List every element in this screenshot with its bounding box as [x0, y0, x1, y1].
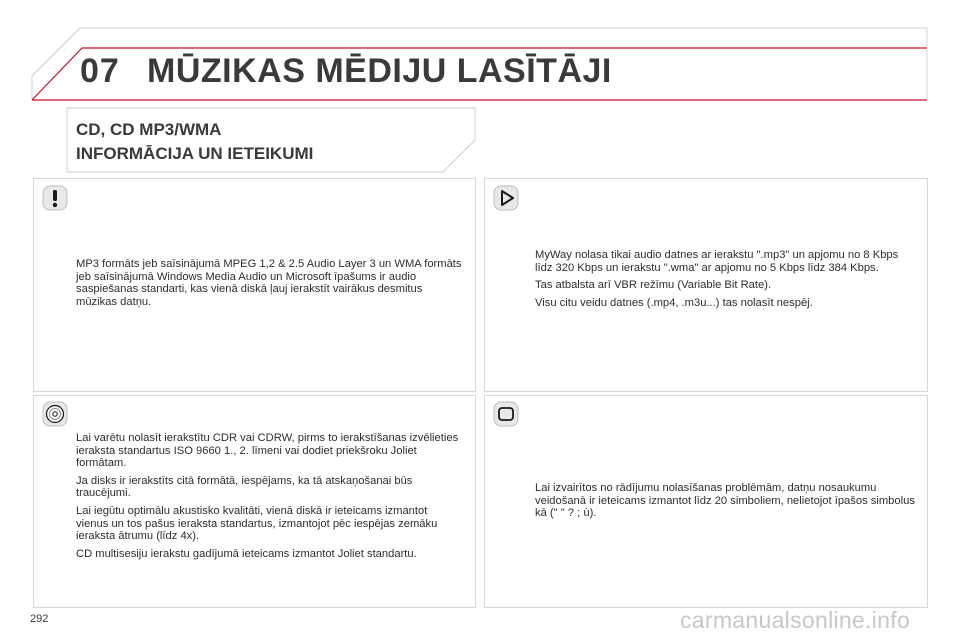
- note-icon: [493, 401, 519, 427]
- paragraph: MyWay nolasa tikai audio datnes ar ierakstu ".mp3" un apjomu no 8 Kbps līdz 320 Kbps un ierakstu ".wma" ar apjomu no 5 Kbps līdz 384 Kbps.: [535, 249, 899, 274]
- section-title: CD, CD MP3/WMA: [76, 120, 222, 139]
- paragraph: Ja disks ir ierakstīts citā formātā, iespējams, ka tā atskaņošanai būs traucējumi.: [76, 474, 413, 500]
- page-number: 292: [30, 613, 49, 625]
- paragraph: Lai varētu nolasīt ierakstītu CDR vai CDRW, pirms to ierakstīšanas izvēlieties ieraksta standartus ISO 9660 1., 2. līmeni vai dodiet priekšroku Joliet formātam.: [76, 432, 459, 470]
- section-subtitle: INFORMĀCIJA UN IETEIKUMI: [76, 144, 314, 163]
- exclamation-icon: [42, 185, 68, 211]
- play-text: [535, 249, 917, 314]
- paragraph: CD multisesiju ierakstu gadījumā ieteicams izmantot Joliet standartu.: [76, 547, 417, 560]
- warning-text: [76, 258, 462, 313]
- paragraph: Tas atbalsta arī VBR režīmu (Variable Bit Rate).: [535, 279, 772, 292]
- watermark: carmanualsonline.info: [680, 607, 911, 633]
- disc-icon: [42, 401, 68, 427]
- section-frame: [0, 100, 960, 180]
- play-icon: [493, 185, 519, 211]
- note-text: [535, 482, 917, 525]
- disc-text: [76, 432, 462, 565]
- paragraph: Visu citu veidu datnes (.mp4, .m3u...) tas nolasīt nespēj.: [535, 296, 813, 309]
- chapter-number: 07: [80, 52, 120, 90]
- chapter-title: MŪZIKAS MĒDIJU LASĪTĀJI: [147, 52, 612, 90]
- paragraph: Lai izvairītos no rādījumu nolasīšanas problēmām, datņu nosaukumu veidošanā ir ieteicams izmantot līdz 20 simboliem, nelietojot īpašos simbolus kā (" " ? ; ù).: [535, 482, 915, 520]
- paragraph: MP3 formāts jeb saīsinājumā MPEG 1,2 & 2.5 Audio Layer 3 un WMA formāts jeb saīsinājumā Windows Media Audio un Microsoft īpašums ir audio saspiešanas standarti, kas vienā diskā ļauj ierakstīt vairākus desmitus mūzikas datņu.: [76, 258, 462, 308]
- paragraph: Lai iegūtu optimālu akustisko kvalitāti, vienā diskā ir ieteicams izmantot vienus un tos pašus ieraksta standartus, izmantojot pēc iespējas zemāku ieraksta ātrumu (līdz 4x).: [76, 504, 438, 543]
